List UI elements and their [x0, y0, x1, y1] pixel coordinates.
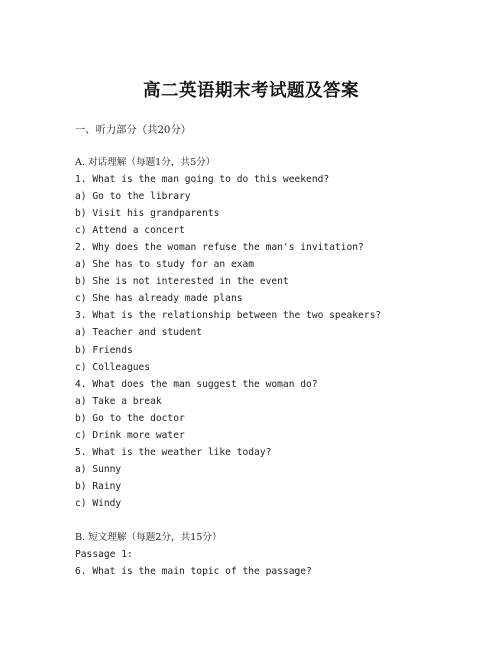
- question-1-option-a: a) Go to the library: [75, 191, 191, 203]
- document-title: 高二英语期末考试题及答案: [143, 81, 359, 101]
- question-2-option-c: c) She has already made plans: [75, 293, 243, 305]
- question-5: 5. What is the weather like today?: [75, 446, 272, 458]
- question-2-option-a: a) She has to study for an exam: [75, 259, 255, 271]
- question-1-option-b: b) Visit his grandparents: [75, 208, 220, 220]
- question-3-option-b: b) Friends: [75, 344, 133, 356]
- question-3: 3. What is the relationship between the two speakers?: [75, 310, 382, 322]
- question-6: 6. What is the main topic of the passage?: [75, 566, 312, 578]
- passage-label: Passage 1:: [75, 549, 133, 561]
- question-5-option-b: b) Rainy: [75, 480, 122, 492]
- question-4-option-b: b) Go to the doctor: [75, 412, 185, 424]
- question-5-option-a: a) Sunny: [75, 463, 122, 475]
- question-1-option-c: c) Attend a concert: [75, 225, 185, 237]
- part-a-heading: A. 对话理解（每题1分，共5分）: [75, 157, 216, 168]
- listening-section-body: [75, 154, 475, 580]
- question-1: 1. What is the man going to do this weekend?: [75, 174, 330, 186]
- question-2-option-b: b) She is not interested in the event: [75, 276, 289, 288]
- paragraph-spacer: [75, 512, 475, 529]
- question-5-option-c: c) Windy: [75, 497, 122, 509]
- question-3-option-a: a) Teacher and student: [75, 327, 203, 339]
- question-2: 2. Why does the woman refuse the man's invitation?: [75, 242, 364, 254]
- part-b-heading: B. 短文理解（每题2分，共15分）: [75, 532, 222, 544]
- question-3-option-c: c) Colleagues: [75, 361, 151, 373]
- question-4-option-a: a) Take a break: [75, 395, 162, 407]
- question-4: 4. What does the man suggest the woman do?: [75, 378, 318, 390]
- section-listening-heading: 一、听力部分（共20分）: [75, 124, 192, 136]
- question-4-option-c: c) Drink more water: [75, 429, 185, 441]
